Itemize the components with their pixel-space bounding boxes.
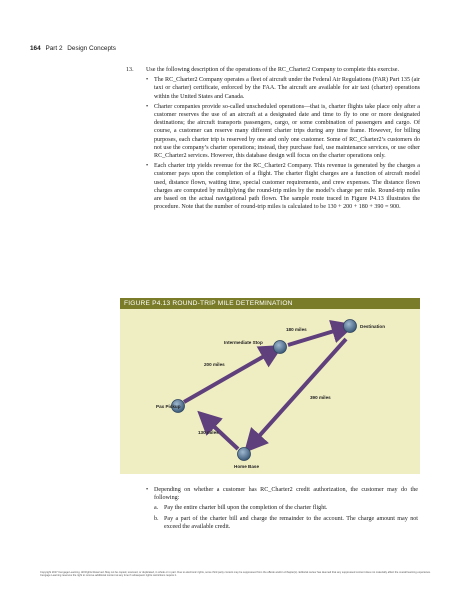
node-intermediate-stop [274, 341, 287, 354]
bullet-item [146, 76, 420, 101]
bullet-item [146, 103, 420, 160]
page-number: 164 [30, 45, 41, 52]
bullet-item [146, 162, 420, 211]
node-destination [344, 320, 357, 333]
label-pax-pickup: Pax Pickup [156, 404, 181, 409]
figure-diagram [120, 309, 420, 474]
lower-text [146, 484, 418, 531]
node-home-base [238, 448, 251, 461]
list-item [154, 504, 418, 512]
bullet-icon: • [146, 487, 149, 493]
chapter-title: Design Concepts [67, 45, 116, 52]
bullet-icon: • [146, 77, 149, 84]
route-diagram [120, 309, 420, 474]
label-130-miles: 130 miles [198, 430, 219, 435]
item-text: Pay a part of the charter bill and charge the remainder to the account. The charge amount may not exceed the available credit. [164, 515, 418, 530]
label-180-miles: 180 miles [286, 327, 307, 332]
bullet-icon: • [146, 163, 149, 170]
bullet-text: The RC_Charter2 Company operates a fleet of aircraft under the Federal Air Regulations (FAR) Part 135 (air taxi or charter) certificate, enforced by the FAA. The aircraft are available for air taxi (charter) operations within the United States and Canada. [154, 77, 420, 100]
part-label: Part 2 [45, 45, 63, 52]
label-home-base: Home Base [234, 464, 260, 469]
figure-title: FIGURE P4.13 ROUND-TRIP MILE DETERMINATION [120, 298, 420, 309]
bullet-text: Depending on whether a customer has RC_Charter2 credit authorization, the customer may do the following: [154, 487, 418, 502]
item-label: a. [154, 505, 159, 512]
page-header [30, 45, 116, 52]
label-200-miles: 200 miles [204, 362, 225, 367]
list-item [154, 515, 418, 531]
figure-round-trip [120, 298, 420, 474]
item-label: b. [154, 515, 159, 522]
bullet-item [146, 486, 418, 502]
copyright-footer: Copyright 2017 Cengage Learning. All Rights Reserved. May not be copied, scanned, or duplicated, in whole or in part. Due to electronic rights, some third party content may be suppressed from the eBook and/or eChapter(s). Editorial review has deemed that any suppressed content does not materially affect the overall learning experience. Cengage Learning reserves the right to remove additional content at any time if subsequent rights restrictions require it. [40, 571, 431, 578]
label-intermediate-stop: Intermediate Stop [224, 340, 263, 345]
exercise-text [126, 66, 420, 211]
exercise-intro [126, 66, 420, 74]
exercise-intro-text: Use the following description of the operations of the RC_Charter2 Company to complete this exercise. [146, 67, 400, 73]
label-destination: Destination [360, 324, 386, 329]
bullet-text: Each charter trip yields revenue for the RC_Charter2 Company. This revenue is generated by the charges a customer pays upon the completion of a flight. The charter flight charges are a function of aircraft model used, distance flown, waiting time, special customer requirements, and crew expenses. The distance flown charges are computed by multiplying the round-trip miles by the model’s charge per mile. Round-trip miles are based on the actual navigational path flown. The sample route traced in Figure P4.13 illustrates the procedure. Note that the number of round-trip miles is calculated to be 130 + 200 + 180 + 390 = 900. [154, 163, 420, 211]
route-arrow-pickup-to-intermediate [184, 351, 273, 402]
bullet-text: Charter companies provide so-called unscheduled operations—that is, charter flights take place only after a customer reserves the use of an aircraft at a designated date and time to fly to one or more designated destinations; the aircraft transports passengers, cargo, or some combination of passengers and cargo. Of course, a customer can reserve many different charter trips during any time frame. However, for billing purposes, each charter trip is reserved by one and only one customer. Some of RC_Charter2’s customers do not use the company’s charter operations; instead, they purchase fuel, use maintenance services, or use other RC_Charter2 services. However, this database design will focus on the charter operations only. [154, 103, 420, 160]
item-text: Pay the entire charter bill upon the completion of the charter flight. [164, 505, 328, 512]
exercise-number: 13. [126, 67, 134, 73]
bullet-icon: • [146, 103, 149, 110]
label-390-miles: 390 miles [310, 395, 331, 400]
